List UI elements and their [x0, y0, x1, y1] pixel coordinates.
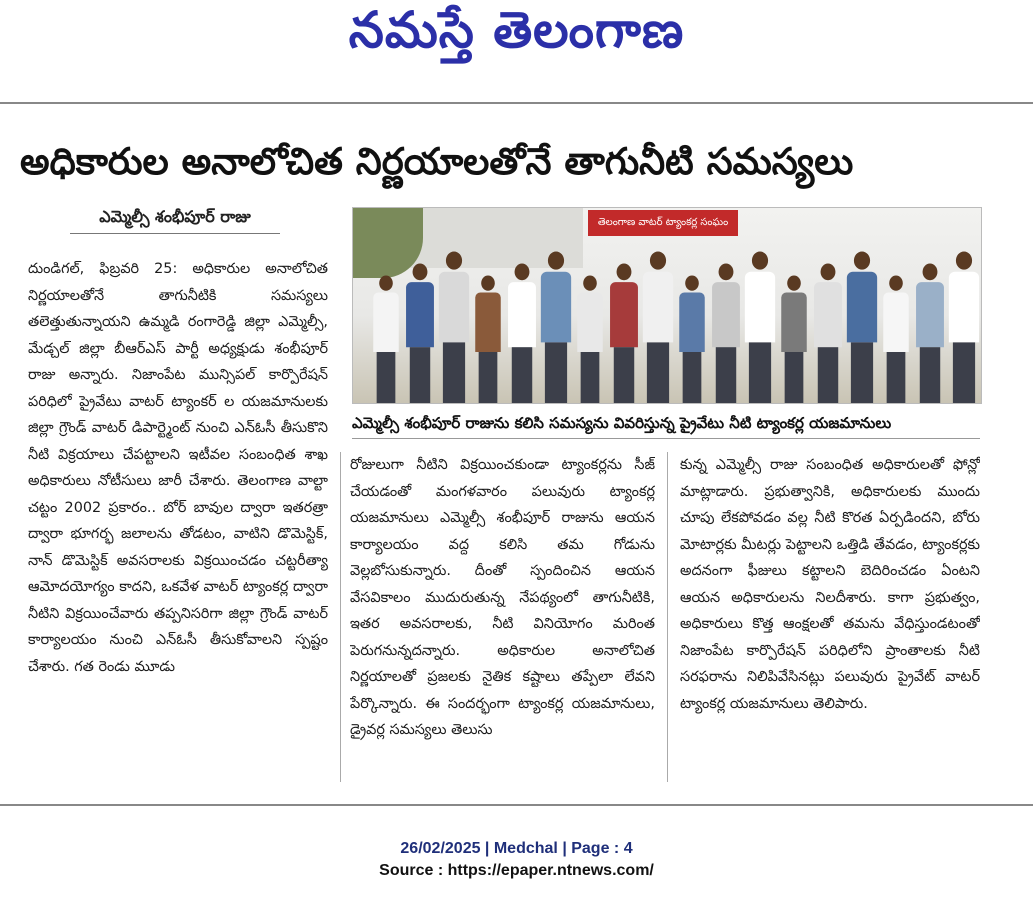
- photo-person: [541, 252, 571, 404]
- masthead-title: నమస్తే తెలంగాణ: [348, 0, 685, 59]
- column-divider: [340, 452, 341, 782]
- footer-divider: [0, 804, 1033, 806]
- source-link[interactable]: Source : https://epaper.ntnews.com/: [379, 862, 654, 879]
- photo-person: [439, 252, 469, 404]
- masthead-divider: [0, 102, 1033, 104]
- article-column-3: కున్న ఎమ్మెల్సీ రాజు సంబంధిత అధికారులతో ఫోన్లో మాట్లాడారు. ప్రభుత్వానికి, అధికారులకు ముందు చూపు లేకపోవడం వల్ల నీటి కొరత ఏర్పడిందని, బోరు మోటార్లకు మీటర్లు పెట్టాలని ఒత్తిడి తేవడం, ట్యాంకర్లకు అదనంగా ఫీజులు కట్టాలని బెదిరించడం ఏంటని ఆయన అధికారులను నిలదీశారు. కాగా ప్రభుత్వం, అధికారులు కొత్త ఆంక్షలతో తమను వేధిస్తుండటంతో నిజాంపేట కార్పొరేషన్ పరిధిలోని ప్రాంతాలకు నీటి సరఫరాను నిలిపివేసినట్లు పలువురు ప్రైవేట్ వాటర్ ట్యాంకర్ల యజమానులు తెలిపారు.: [680, 457, 980, 712]
- photo-person: [883, 276, 909, 404]
- photo-caption: ఎమ్మెల్సీ శంభీపూర్ రాజును కలిసి సమస్యను వివరిస్తున్న ప్రైవేటు నీటి ట్యాంకర్ల యజమానులు: [352, 408, 980, 439]
- photo-person: [406, 264, 434, 404]
- photo-person: [475, 276, 501, 404]
- photo-person: [847, 252, 877, 404]
- edition-info: 26/02/2025 | Medchal | Page : 4: [400, 840, 633, 857]
- photo-person: [712, 264, 740, 404]
- photo-person: [508, 264, 536, 404]
- photo-person: [814, 264, 842, 404]
- photo-person: [745, 252, 775, 404]
- photo-banner: తెలంగాణ వాటర్ ట్యాంకర్ల సంఘం: [588, 210, 738, 236]
- photo-person: [373, 276, 399, 404]
- photo-person: [781, 276, 807, 404]
- article-column-1: దుండిగల్, ఫిబ్రవరి 25: అధికారుల అనాలోచిత నిర్ణయాలతోనే తాగునీటికి సమస్యలు తలెత్తుతున్నాయని ఉమ్మడి రంగారెడ్డి జిల్లా ఎమ్మెల్సీ, మేడ్చల్ జిల్లా బీఆర్ఎస్ పార్టీ అధ్యక్షుడు శంభీపూర్ రాజు అన్నారు. నిజాంపేట మున్సిపల్ కార్పొరేషన్ పరిధిలో ప్రైవేటు వాటర్ ట్యాంకర్ ల యజమానులకు జిల్లా గ్రౌండ్ వాటర్ డిపార్ట్మెంట్ నుంచి ఎన్ఓసీ తీసుకొని నీటి విక్రయాలు చేపట్టాలని ఇటీవల సంబంధిత శాఖ అధికారులు నోటీసులు జారీ చేశారు. తెలంగాణ వాల్టా చట్టం 2002 ప్రకారం.. బోర్ బావుల ద్వారా ఇతరత్రా ద్వారా భూగర్భ జలాలను తోడటం, వాటిని డొమెస్టిక్, నాన్ డొమెస్టిక్ అవసరాలకు విక్రయించడం చట్టరీత్యా ఆమోదయోగ్యం కాదని, ఒకవేళ వాటర్ ట్యాంకర్ల ద్వారా నీటిని విక్రయించేవారు తప్పనిసరిగా జిల్లా గ్రౌండ్ వాటర్ కార్యాలయం నుంచి ఎన్ఓసీ తీసుకోవాలని స్పష్టం చేశారు. గత రెండు మూడు: [28, 261, 328, 675]
- masthead: [0, 0, 1033, 72]
- article-photo: [352, 207, 982, 404]
- article-column-2: రోజులుగా నీటిని విక్రయించకుండా ట్యాంకర్లను సీజ్ చేయడంతో మంగళవారం పలువురు ట్యాంకర్ల యజమానులు ఎమ్మెల్సీ శంభీపూర్ రాజును ఆయన కార్యాలయం వద్ద కలిసి తమ గోడును వెల్లబోసుకున్నారు. దీంతో స్పందించిన ఆయన వేసవికాలం ముదురుతున్న నేపథ్యంలో తాగునీటికి, ఇతర అవసరాలకు, నీటి వినియోగం మరింత పెరుగనున్నదన్నారు. అధికారుల అనాలోచిత నిర్ణయాలతో ప్రజలకు నైతిక కష్టాలు తప్పేలా లేవని పేర్కొన్నారు. ఈ సందర్భంగా ట్యాంకర్ల యజమానులు, డ్రైవర్ల సమస్యలు తెలుసు: [350, 457, 655, 738]
- article-headline: అధికారుల అనాలోచిత నిర్ణయాలతోనే తాగునీటి సమస్యలు: [20, 140, 854, 183]
- photo-person: [916, 264, 944, 404]
- photo-person: [679, 276, 705, 404]
- article-byline: ఎమ్మెల్సీ శంభీపూర్ రాజు: [70, 207, 280, 234]
- column-divider: [667, 452, 668, 782]
- photo-person: [577, 276, 603, 404]
- photo-person: [643, 252, 673, 404]
- photo-person: [949, 252, 979, 404]
- photo-person: [610, 264, 638, 404]
